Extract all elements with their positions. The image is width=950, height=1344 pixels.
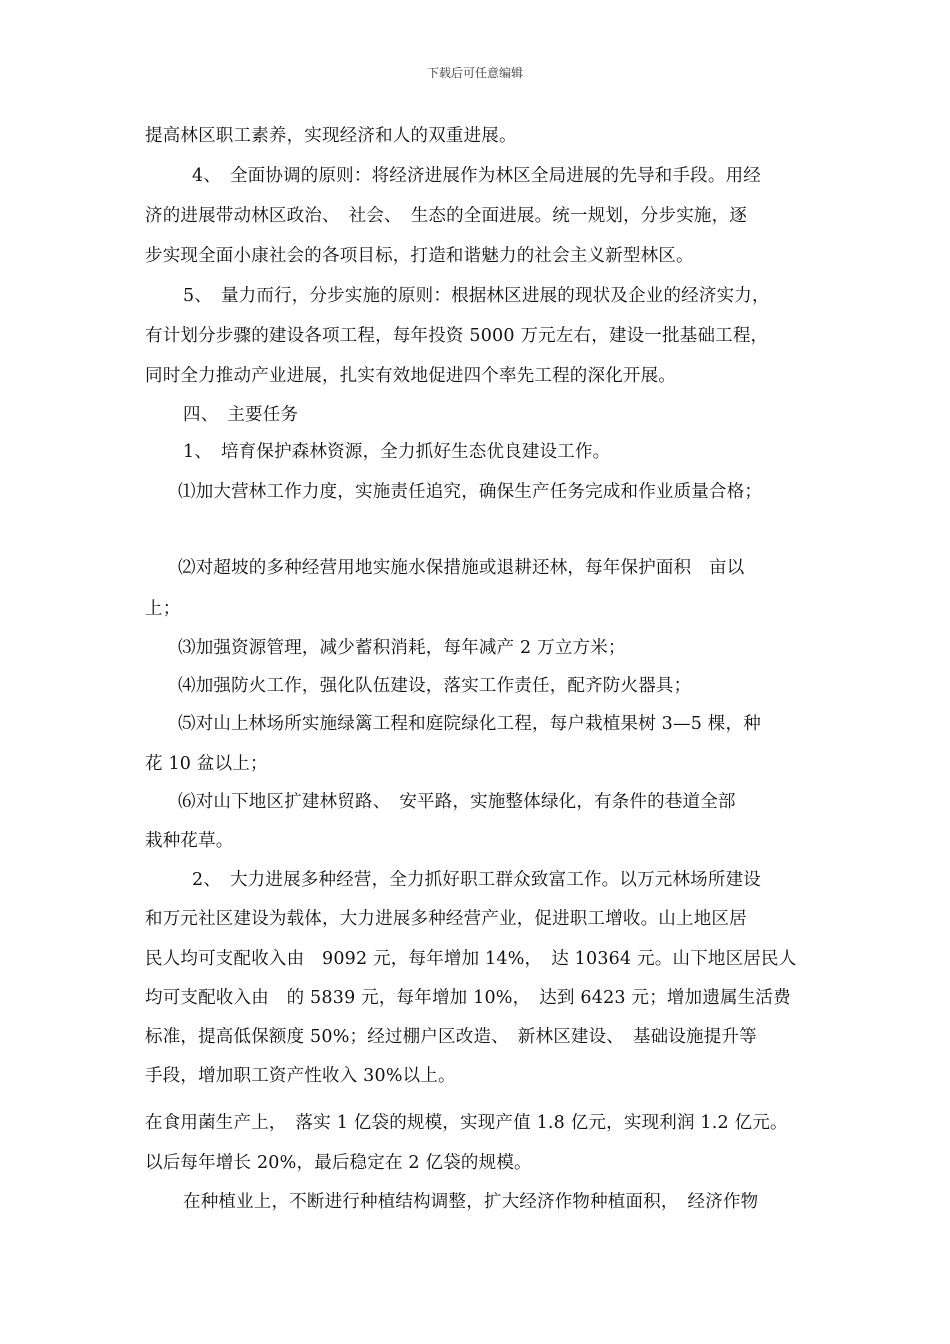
- paragraph-line: 济的进展带动林区政治、 社会、 生态的全面进展。统一规划，分步实施，逐: [145, 206, 747, 226]
- paragraph-line: 在种植业上，不断进行种植结构调整，扩大经济作物种植面积， 经济作物: [183, 1192, 759, 1212]
- page-header: 下载后可任意编辑: [426, 66, 523, 80]
- list-item: ⑹对山下地区扩建林贸路、 安平路，实施整体绿化，有条件的巷道全部: [178, 792, 736, 812]
- paragraph-line: 步实现全面小康社会的各项目标，打造和谐魅力的社会主义新型林区。: [145, 246, 694, 266]
- paragraph-line: 均可支配收入由 的 5839 元，每年增加 10%， 达到 6423 元；增加遗属生活费: [145, 988, 791, 1008]
- paragraph-line: 同时全力推动产业进展，扎实有效地促进四个率先工程的深化开展。: [145, 366, 676, 386]
- list-item: ⑸对山上林场所实施绿篱工程和庭院绿化工程，每户栽植果树 3—5 棵，种: [178, 714, 761, 734]
- list-item: 栽种花草。: [145, 831, 234, 851]
- paragraph-line: 5、 量力而行，分步实施的原则：根据林区进展的现状及企业的经济实力，: [183, 286, 770, 306]
- paragraph-line: 1、 培育保护森林资源，全力抓好生态优良建设工作。: [183, 442, 611, 462]
- paragraph-line: 4、 全面协调的原则：将经济进展作为林区全局进展的先导和手段。用经: [192, 166, 761, 186]
- list-item: 上；: [145, 599, 181, 619]
- paragraph-line: 以后每年增长 20%，最后稳定在 2 亿袋的规模。: [145, 1153, 532, 1173]
- list-item: ⑶加强资源管理，减少蓄积消耗，每年减产 2 万立方米；: [178, 638, 626, 658]
- list-item: ⑴加大营林工作力度，实施责任追究，确保生产任务完成和作业质量合格；: [178, 482, 763, 502]
- paragraph-line: 提高林区职工素养，实现经济和人的双重进展。: [145, 126, 517, 146]
- list-item: ⑵对超坡的多种经营用地实施水保措施或退耕还林，每年保护面积 亩以: [178, 558, 745, 578]
- paragraph-line: 标准，提高低保额度 50%；经过棚户区改造、 新林区建设、 基础设施提升等: [145, 1027, 757, 1047]
- list-item: 花 10 盆以上；: [145, 754, 268, 774]
- paragraph-line: 在食用菌生产上， 落实 1 亿袋的规模，实现产值 1.8 亿元，实现利润 1.2 亿元。: [145, 1113, 788, 1133]
- paragraph-line: 有计划分步骤的建设各项工程，每年投资 5000 万元左右，建设一批基础工程，: [145, 326, 769, 346]
- list-item: ⑷加强防火工作，强化队伍建设，落实工作责任，配齐防火器具；: [178, 676, 692, 696]
- paragraph-line: 和万元社区建设为载体，大力进展多种经营产业，促进职工增收。山上地区居: [145, 909, 747, 929]
- paragraph-line: 手段，增加职工资产性收入 30%以上。: [145, 1066, 456, 1086]
- paragraph-line: 2、 大力进展多种经营，全力抓好职工群众致富工作。以万元林场所建设: [192, 870, 761, 890]
- section-heading: 四、 主要任务: [183, 405, 299, 425]
- paragraph-line: 民人均可支配收入由 9092 元，每年增加 14%， 达 10364 元。山下地区居民人: [145, 949, 797, 969]
